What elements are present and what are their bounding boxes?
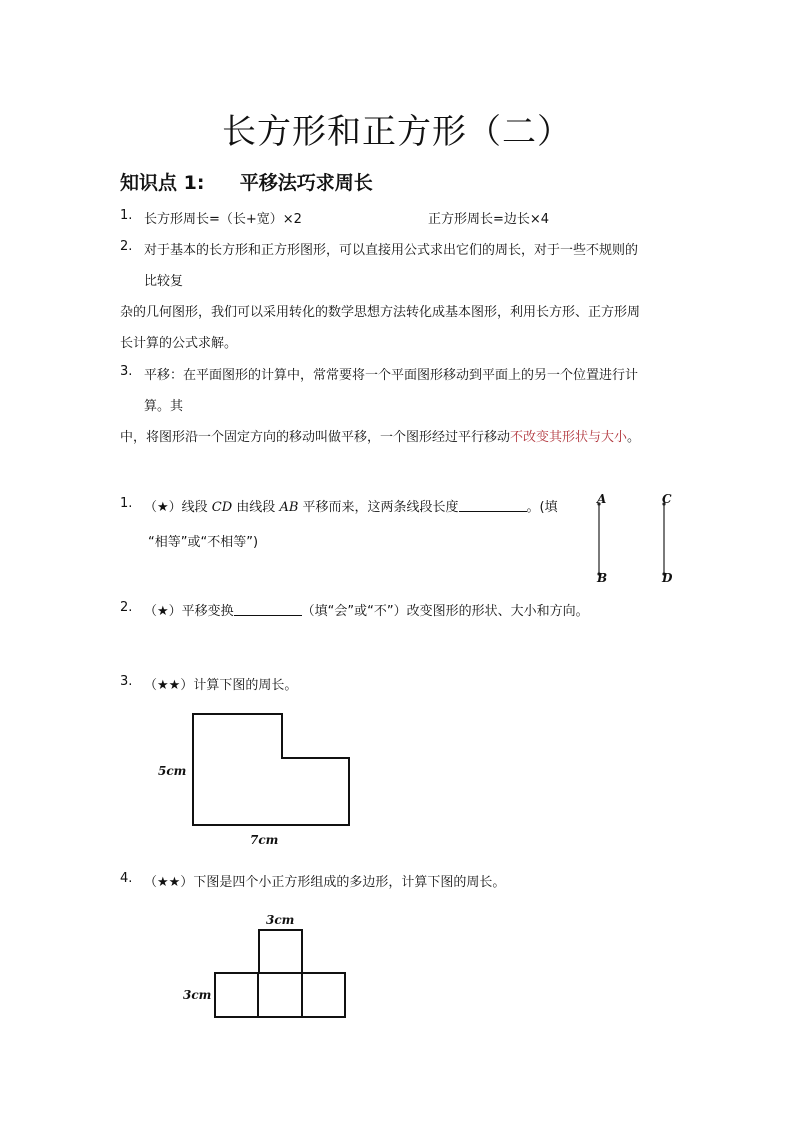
label-a: A	[597, 492, 607, 506]
point-3-line-2: 算。其	[144, 399, 184, 414]
q3-star: （★★）	[144, 678, 194, 693]
label-d: D	[662, 571, 673, 585]
point-1-square-formula: 正方形周长=边长×4	[428, 212, 550, 227]
q2-pre: 平移变换	[181, 604, 234, 619]
q4-star: （★★）	[144, 875, 194, 890]
q1-segments-figure	[592, 492, 673, 585]
q3-width-label: 7cm	[250, 833, 279, 847]
q3-prompt: 计算下图的周长。	[193, 678, 298, 693]
point-2-line-2: 比较复	[144, 274, 184, 289]
label-c: C	[662, 492, 672, 506]
q2-star: （★）	[144, 604, 182, 619]
section-heading	[120, 168, 373, 195]
q1-cd: CD	[211, 500, 233, 515]
point-2-line-4: 长计算的公式求解。	[120, 336, 238, 351]
label-b: B	[597, 571, 608, 585]
q4-squares-figure	[180, 905, 360, 1025]
q2-post: （填“会”或“不”）改变图形的形状、大小和方向。	[301, 604, 589, 619]
q1-text	[144, 496, 558, 515]
point-3-number: 3.	[120, 364, 133, 379]
q1-answer-blank[interactable]	[459, 499, 527, 512]
q2-text	[144, 600, 589, 619]
section-title: 平移法巧求周长	[239, 172, 373, 194]
q3-number: 3.	[120, 674, 133, 689]
q4-side-label: 3cm	[183, 988, 212, 1002]
q4-left-square	[215, 973, 258, 1017]
point-1-rect-formula: 长方形周长=（长+宽）×2	[144, 212, 302, 227]
point-3-line-3	[120, 426, 640, 445]
q4-top-square	[259, 930, 302, 973]
q4-text	[144, 871, 505, 890]
q2-number: 2.	[120, 600, 133, 615]
q4-number: 4.	[120, 871, 133, 886]
q1-ab: AB	[279, 500, 299, 515]
q4-right-square	[302, 973, 345, 1017]
q4-prompt: 下图是四个小正方形组成的多边形，计算下图的周长。	[193, 875, 506, 890]
section-label: 知识点 1:	[120, 172, 205, 194]
q3-l-shape-figure	[150, 700, 370, 850]
q4-middle-square	[258, 973, 302, 1017]
page-title: 长方形和正方形（二）	[222, 112, 572, 152]
q1-fill: 。(填	[526, 500, 558, 515]
q1-mid: 由线段	[232, 500, 280, 515]
point-1-number: 1.	[120, 208, 133, 223]
point-3-line-3-text: 中，将图形沿一个固定方向的移动叫做平移，一个图形经过平行移动	[120, 430, 511, 445]
q2-answer-blank[interactable]	[234, 603, 302, 616]
q1-post: 平移而来，这两条线段长度	[298, 500, 459, 515]
point-3-highlight: 不改变其形状与大小	[510, 430, 628, 445]
q3-text	[144, 674, 297, 693]
q1-number: 1.	[120, 496, 133, 511]
q1-line-2: “相等”或“不相等”)	[148, 535, 259, 550]
point-2-line-3: 杂的几何图形，我们可以采用转化的数学思想方法转化成基本图形，利用长方形、正方形周	[120, 305, 641, 320]
point-2-number: 2.	[120, 239, 133, 254]
q4-top-label: 3cm	[266, 913, 295, 927]
q1-pre: 线段	[181, 500, 212, 515]
point-2-line-1: 对于基本的长方形和正方形图形，可以直接用公式求出它们的周长，对于一些不规则的	[144, 243, 639, 258]
q3-l-shape	[193, 714, 349, 825]
point-3-line-3-end: 。	[627, 430, 641, 445]
point-3-line-1: 平移：在平面图形的计算中，常常要将一个平面图形移动到平面上的另一个位置进行计	[144, 368, 639, 383]
q1-star: （★）	[144, 500, 182, 515]
q3-height-label: 5cm	[158, 764, 187, 778]
